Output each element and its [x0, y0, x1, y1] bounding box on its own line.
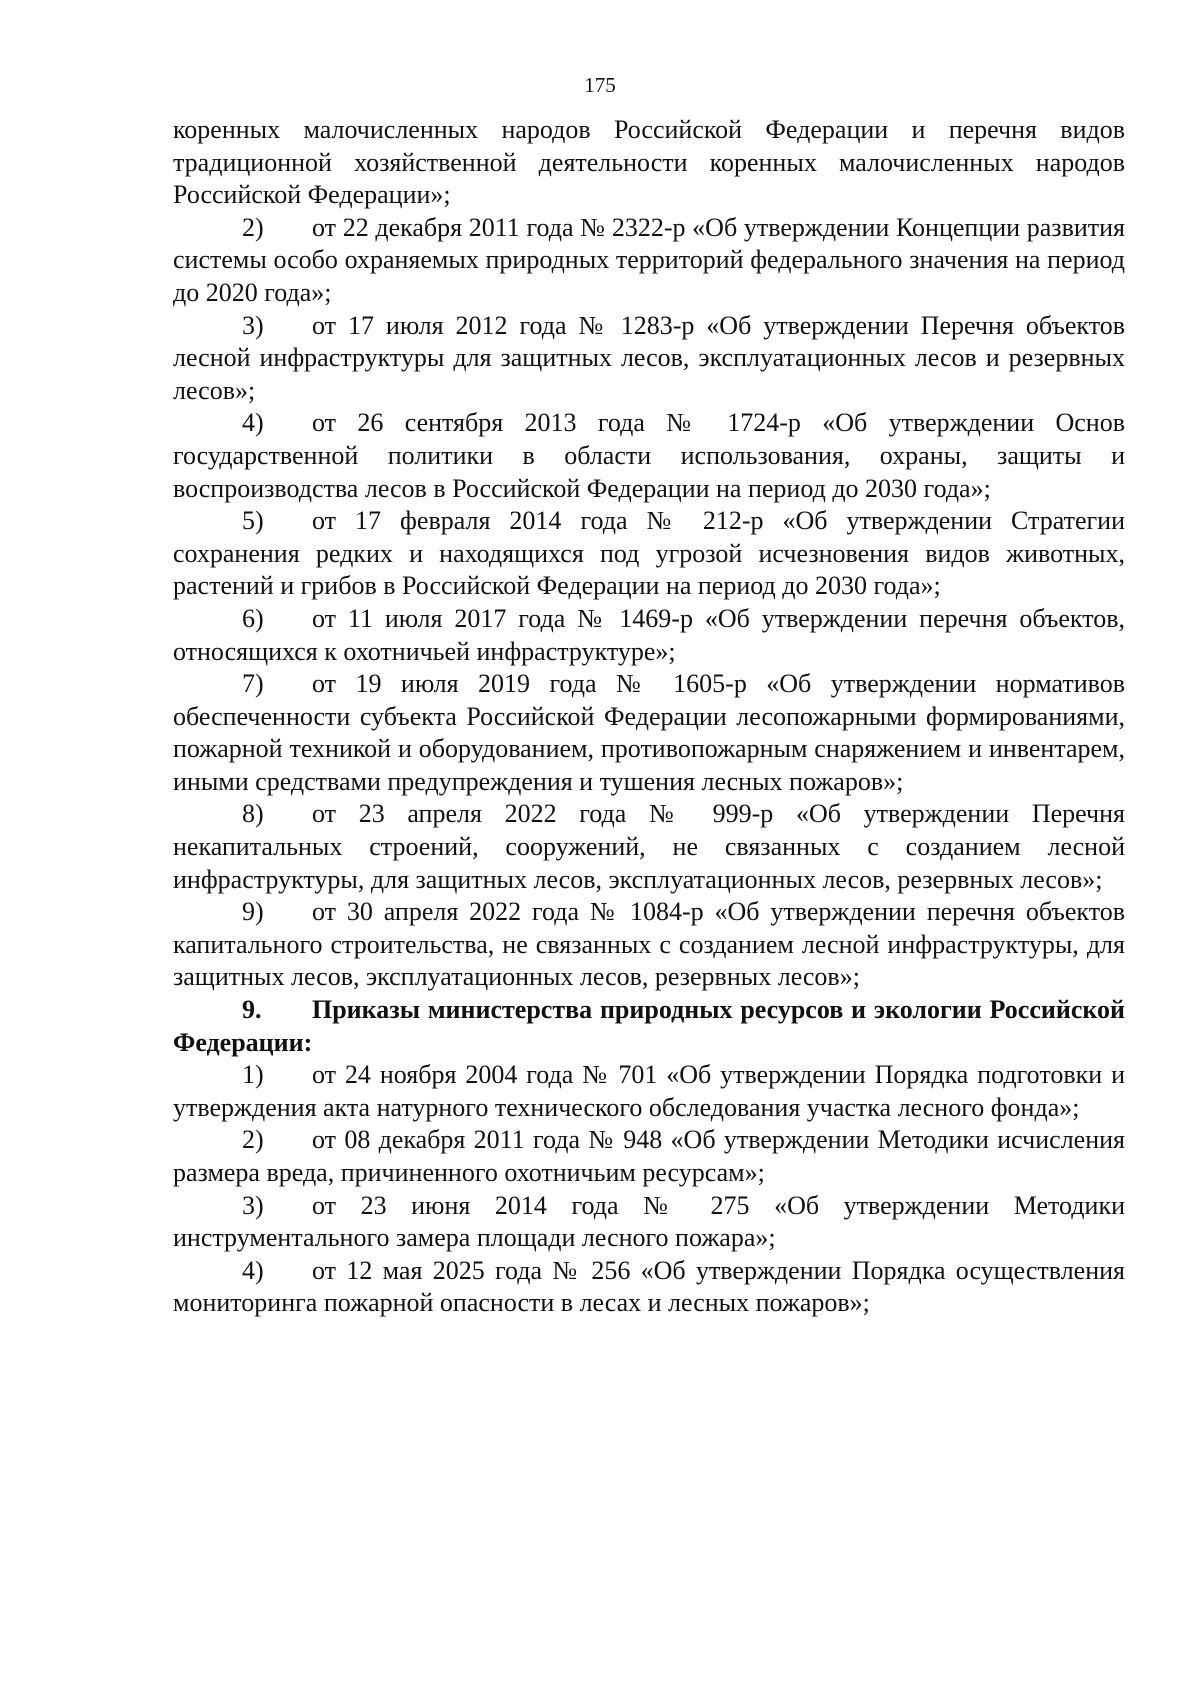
- list-item: [173, 1255, 1125, 1320]
- list-item: [173, 1124, 1125, 1189]
- list-item: [173, 603, 1125, 668]
- list-item: [173, 668, 1125, 798]
- list-item: [173, 1059, 1125, 1124]
- page-number: 175: [584, 73, 616, 97]
- section-number: 9.: [242, 995, 262, 1025]
- item-text: от 12 мая 2025 года № 256 «Об утверждении Порядка осуществления мониторинга пожарной опасности в лесах и лесных пожаров»;: [173, 1255, 1125, 1318]
- item-number: 3): [242, 310, 264, 340]
- document-body: [173, 114, 1125, 1320]
- item-text: от 17 июля 2012 года № 1283-р «Об утверждении Перечня объектов лесной инфраструктуры для защитных лесов, эксплуатационных лесов и резервных лесов»;: [173, 310, 1125, 405]
- item-number: 2): [242, 1125, 264, 1155]
- item-text: от 22 декабря 2011 года № 2322-р «Об утверждении Концепции развития системы особо охраняемых природных территорий федерального значения на период до 2020 года»;: [173, 212, 1125, 307]
- item-text: от 23 июня 2014 года № 275 «Об утверждении Методики инструментального замера площади лесного пожара»;: [173, 1190, 1125, 1253]
- list-item: [173, 212, 1125, 310]
- list-item: [173, 798, 1125, 896]
- item-number: 9): [242, 897, 264, 927]
- item-text: от 08 декабря 2011 года № 948 «Об утверждении Методики исчисления размера вреда, причиненного охотничьим ресурсам»;: [173, 1125, 1125, 1187]
- list-item: [173, 407, 1125, 505]
- list-item: [173, 310, 1125, 408]
- item-number: 3): [242, 1190, 264, 1220]
- item-number: 5): [242, 506, 264, 536]
- government-orders-list: [173, 212, 1125, 994]
- item-number: 2): [242, 212, 264, 242]
- item-number: 4): [242, 1255, 264, 1285]
- item-text: от 11 июля 2017 года № 1469-р «Об утверждении перечня объектов, относящихся к охотничьей инфраструктуре»;: [173, 603, 1125, 666]
- intro-paragraph: коренных малочисленных народов Российской Федерации и перечня видов традиционной хозяйственной деятельности коренных малочисленных народов Российской Федерации»;: [173, 115, 1125, 210]
- item-text: от 24 ноября 2004 года № 701 «Об утверждении Порядка подготовки и утверждения акта натурного технического обследования участка лесного фонда»;: [173, 1060, 1125, 1122]
- item-number: 6): [242, 603, 264, 633]
- list-item: [173, 1190, 1125, 1255]
- item-text: от 19 июля 2019 года № 1605-р «Об утверждении нормативов обеспеченности субъекта Российской Федерации лесопожарными формированиями, пожарной техникой и оборудованием, противопожарным снаряжением и инвентарем, иными средствами предупреждения и тушения лесных пожаров»;: [173, 669, 1125, 796]
- section-heading: [173, 994, 1125, 1059]
- item-number: 8): [242, 799, 264, 829]
- list-item: [173, 896, 1125, 994]
- list-item: [173, 505, 1125, 603]
- section-title: Приказы министерства природных ресурсов и экологии Российской Федерации:: [173, 995, 1125, 1057]
- item-text: от 26 сентября 2013 года № 1724-р «Об утверждении Основ государственной политики в области использования, охраны, защиты и воспроизводства лесов в Российской Федерации на период до 2030 года»;: [173, 408, 1125, 503]
- item-number: 1): [242, 1060, 264, 1090]
- item-text: от 30 апреля 2022 года № 1084-р «Об утверждении перечня объектов капитального строительства, не связанных с созданием лесной инфраструктуры, для защитных лесов, эксплуатационных лесов, резервных лесов»;: [173, 897, 1125, 992]
- item-text: от 17 февраля 2014 года № 212-р «Об утверждении Стратегии сохранения редких и находящихся под угрозой исчезновения видов животных, растений и грибов в Российской Федерации на период до 2030 года»;: [173, 506, 1125, 601]
- item-text: от 23 апреля 2022 года № 999-р «Об утверждении Перечня некапитальных строений, сооружений, не связанных с созданием лесной инфраструктуры, для защитных лесов, эксплуатационных лесов, резервных лесов»;: [173, 799, 1125, 894]
- item-number: 7): [242, 669, 264, 699]
- item-number: 4): [242, 408, 264, 438]
- ministry-orders-list: [173, 1059, 1125, 1320]
